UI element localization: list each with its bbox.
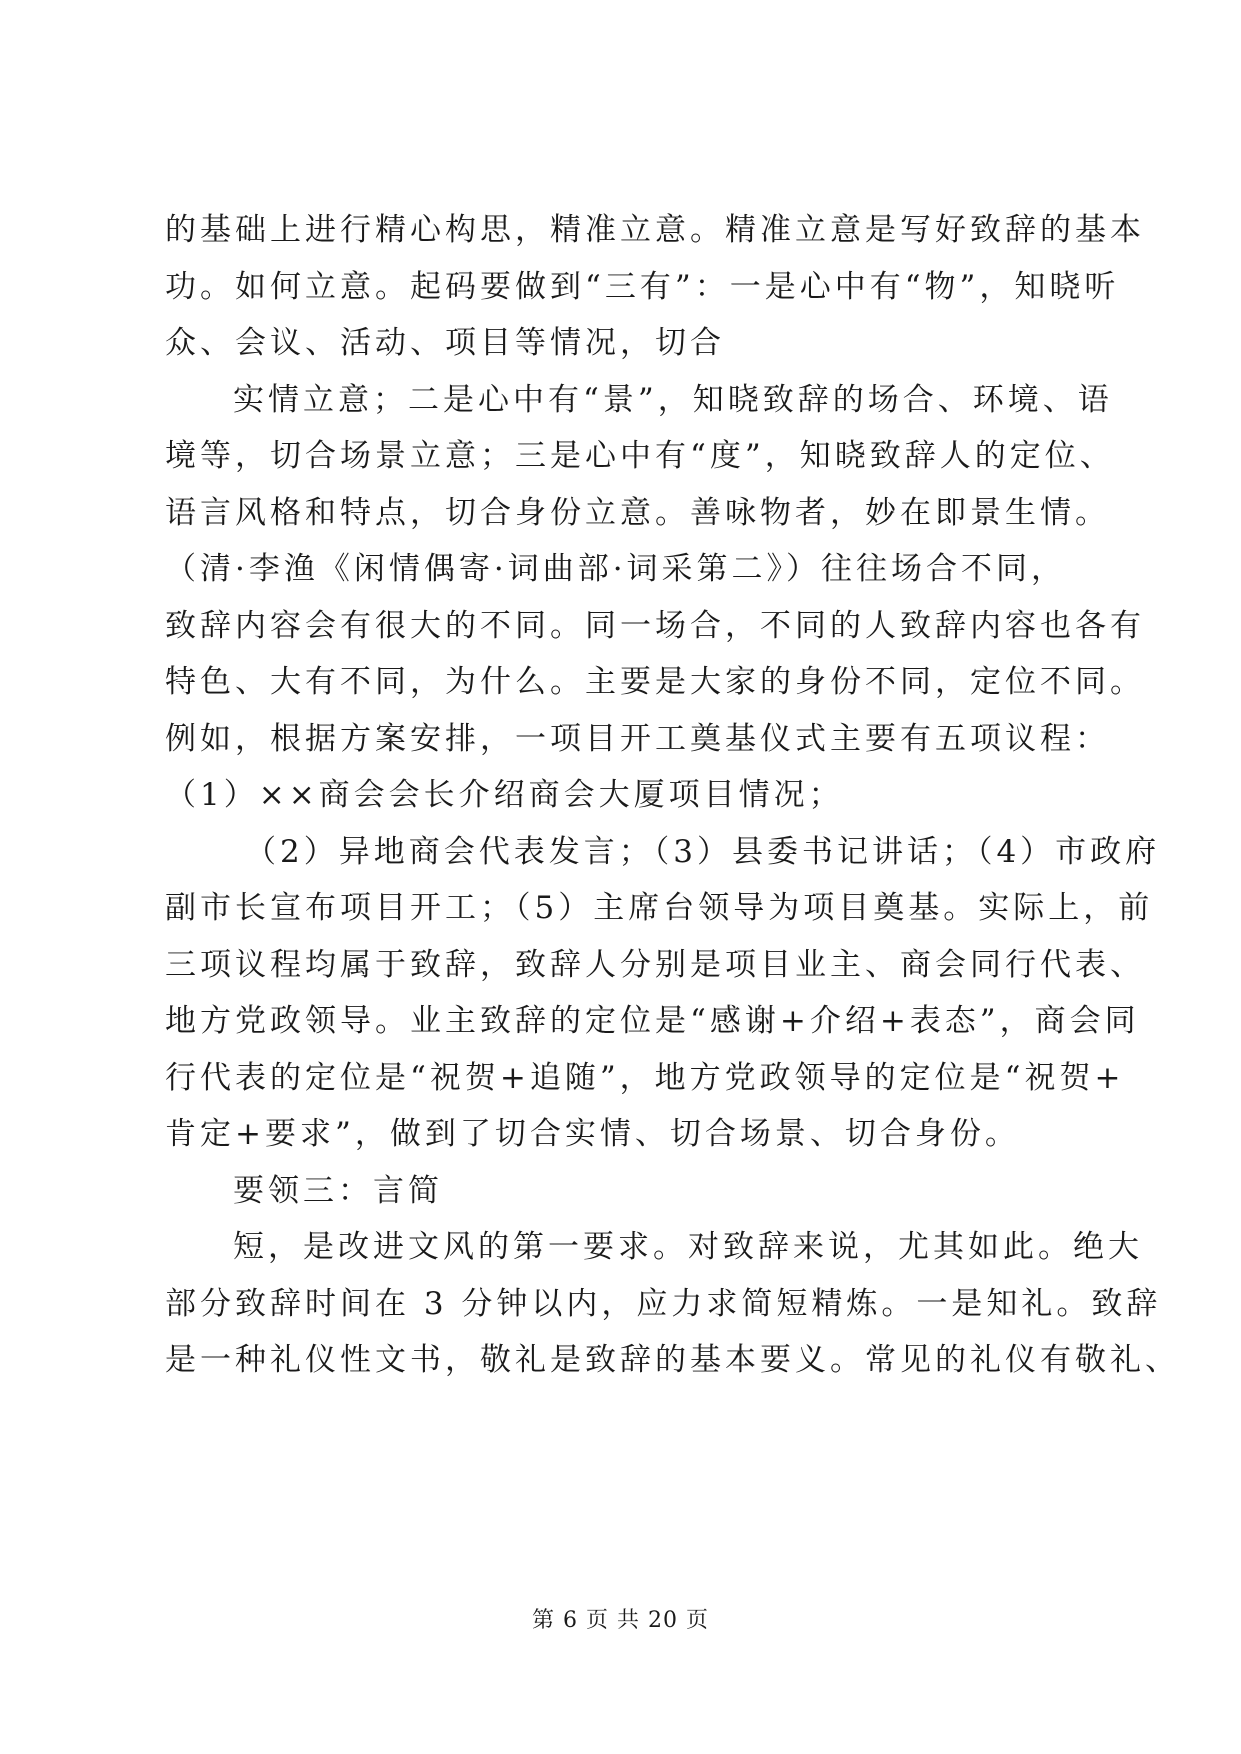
text-line: 是一种礼仪性文书，敬礼是致辞的基本要义。常见的礼仪有敬礼、 <box>165 1342 1180 1378</box>
paragraph-first-line: 实情立意；二是心中有“景”，知晓致辞的场合、环境、语 <box>233 382 1113 418</box>
text-line: 语言风格和特点，切合身份立意。善咏物者，妙在即景生情。 <box>165 495 1110 531</box>
text-line: （清·李渔《闲情偶寄·词曲部·词采第二》）往往场合不同， <box>165 551 1067 587</box>
text-line: 功。如何立意。起码要做到“三有”：一是心中有“物”，知晓听 <box>165 269 1120 305</box>
text-line: （1）××商会会长介绍商会大厦项目情况； <box>165 777 844 813</box>
text-line: 的基础上进行精心构思，精准立意。精准立意是写好致辞的基本 <box>165 212 1145 248</box>
text-line: 境等，切合场景立意；三是心中有“度”，知晓致辞人的定位、 <box>165 438 1115 474</box>
text-line: 地方党政领导。业主致辞的定位是“感谢+介绍+表态”，商会同 <box>165 1003 1140 1039</box>
text-line: 特色、大有不同，为什么。主要是大家的身份不同，定位不同。 <box>165 664 1145 700</box>
text-line: 例如，根据方案安排，一项目开工奠基仪式主要有五项议程： <box>165 721 1110 757</box>
paragraph-first-line: （2）异地商会代表发言；（3）县委书记讲话；（4）市政府 <box>245 834 1161 870</box>
section-heading: 要领三：言简 <box>233 1173 443 1209</box>
text-line: 部分致辞时间在 3 分钟以内，应力求简短精炼。一是知礼。致辞 <box>165 1286 1162 1322</box>
text-line: 肯定+要求”，做到了切合实情、切合场景、切合身份。 <box>165 1116 1020 1152</box>
text-line: 三项议程均属于致辞，致辞人分别是项目业主、商会同行代表、 <box>165 947 1145 983</box>
text-line: 致辞内容会有很大的不同。同一场合，不同的人致辞内容也各有 <box>165 608 1145 644</box>
text-line: 行代表的定位是“祝贺+追随”，地方党政领导的定位是“祝贺+ <box>165 1060 1125 1096</box>
text-line: 副市长宣布项目开工；（5）主席台领导为项目奠基。实际上，前 <box>165 890 1154 926</box>
paragraph-first-line: 短，是改进文风的第一要求。对致辞来说，尤其如此。绝大 <box>233 1229 1143 1265</box>
page-number-footer: 第 6 页 共 20 页 <box>532 1608 709 1633</box>
text-line: 众、会议、活动、项目等情况，切合 <box>165 325 725 361</box>
